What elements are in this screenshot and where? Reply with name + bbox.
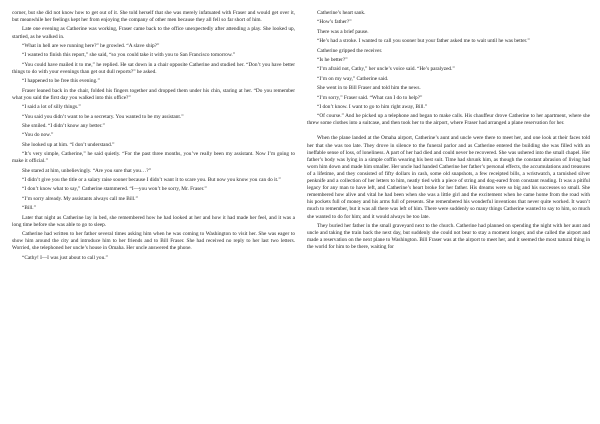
paragraph: She went in to Bill Fraser and told him the news.	[317, 85, 421, 92]
paragraph: Catherine gripped the receiver.	[317, 47, 383, 54]
paragraph: “Of course.” And he picked up a telephone and began to make calls. His chauffeur drove Catherine to her apartment, where she threw some clothes into a suitcase, and then took her to the airport, where Fraser had arranged a plane reservation for her.	[307, 113, 590, 127]
paragraph: They buried her father in the small graveyard next to the church. Catherine had planned on spending the night with her aunt and uncle and taking the train back the next day, but suddenly she could not bear to stay a moment longer, and she called the airport and made a reservation on the next plane to Washington. Bill Fraser was at the airport to meet her, and it seemed the most natural thing in the world for him to be there, waiting for	[307, 222, 590, 251]
paragraph: She smiled. “I didn’t know any better.”	[22, 122, 105, 129]
paragraph: “You could have mailed it to me,” he replied. He sat down in a chair opposite Catherine and studied her. “Don’t you have better things to do with your evenings than get out dull reports?” he asked.	[12, 61, 295, 75]
left-column	[12, 10, 295, 264]
paragraph: “I don’t know. I want to go to him right away, Bill.”	[317, 103, 428, 110]
paragraph: “You do now.”	[22, 132, 54, 139]
paragraph: Fraser leaned back in the chair, folded his fingers together and dropped them under his chin, staring at her. “Do you remember what you said the first day you walked into this office?”	[12, 87, 295, 101]
paragraph: “I happened to be free this evening.”	[22, 78, 100, 85]
paragraph: “I said a lot of silly things.”	[22, 104, 81, 111]
paragraph: “He’s had a stroke. I wanted to call you sooner but your father asked me to wait until he was better.”	[317, 38, 530, 45]
paragraph: “I’m afraid not, Cathy,” her uncle’s voice said. “He’s paralyzed.”	[317, 66, 455, 73]
paragraph: “You said you didn’t want to be a secretary. You wanted to be my assistant.”	[22, 113, 184, 120]
paragraph: Catherine had written to her father several times asking him when he was coming to Washington to visit her. She was eager to show him around the city and introduce him to her friends and to Bill Fraser. She had received no reply to her last two letters. Worried, she telephoned her uncle’s house in Omaha. Her uncle answered the phone.	[12, 230, 295, 252]
paragraph: “What in hell are we running here?” he growled. “A slave ship?”	[22, 42, 160, 49]
paragraph: “I’m sorry,” Fraser said. “What can I do to help?”	[317, 94, 423, 101]
paragraph: “Is he better?”	[317, 56, 348, 63]
paragraph: She stared at him, unbelievingly. “Are you sure that you…?”	[22, 167, 151, 174]
paragraph: corner, but she did not know how to get out of it. She told herself that she was merely infatuated with Fraser and would get over it, but meanwhile her feelings kept her from enjoying the company of other men because they all fell so far short of him.	[12, 10, 295, 24]
paragraph: “Cathy! I—I was just about to call you.”	[22, 254, 108, 261]
paragraph: “I’m sorry already. My assistants always call me Bill.”	[22, 195, 138, 202]
paragraph: “I didn’t give you the title or a salary raise sooner because I didn’t want it to scare you. But now you know you can do it.”	[22, 176, 281, 183]
paragraph: Catherine’s heart sank.	[317, 10, 366, 16]
paragraph: “I wanted to finish this report,” she said, “so you could take it with you to San Francisco tomorrow.”	[22, 52, 236, 59]
paragraph: “It’s very simple, Catherine,” he said quietly. “For the past three months, you’ve really been my assistant. Now I’m going to make it official.”	[12, 151, 295, 165]
paragraph: “I’m on my way,” Catherine said.	[317, 75, 389, 82]
paragraph: “I don’t know what to say,” Catherine stammered. “I—you won’t be sorry, Mr. Fraser.”	[22, 186, 207, 193]
right-column	[307, 10, 590, 254]
paragraph: She looked up at him. “I don’t understand.”	[22, 141, 115, 148]
paragraph: When the plane landed at the Omaha airport, Catherine’s aunt and uncle were there to meet her, and one look at their faces told her that she was too late. They drove in silence to the funeral parlor and as Catherine entered the building she was filled with an ineffable sense of loss, of loneliness. A part of her had died and could never be recovered. She was ushered into the small chapel. Her father’s body was lying in a simple coffin wearing his best suit. Time had shrunk him, as though the constant abrasion of living had worn him down and made him smaller. Her uncle had handed Catherine her father’s personal effects, the accumulations and treasures of a lifetime, and they consisted of fifty dollars in cash, some old snapshots, a few receipted bills, a wristwatch, a tarnished silver penknife and a collection of her letters to him, neatly tied with a piece of string and dog-eared from constant reading. It was a pitiful legacy for any man to have left, and Catherine’s heart broke for her father. His dreams were so big and his successes so small. She remembered how alive and vital he had been when she was a little girl and the excitement when he came home from the road with his pockets full of money and his arms full of presents. She remembered his wonderful inventions that never quite worked. It wasn’t much to remember, but it was all there was left of him. There were suddenly so many things Catherine wanted to say to him, so much she wanted to do for him; and it would always be too late.	[307, 135, 591, 220]
paragraph: Later that night as Catherine lay in bed, she remembered how he had looked at her and how it had made her feel, and it was a long time before she was able to go to sleep.	[12, 214, 295, 228]
paragraph: There was a brief pause.	[317, 28, 369, 35]
paragraph: “How’s father?”	[317, 19, 352, 26]
paragraph: Late one evening as Catherine was working, Fraser came back to the office unexpectedly after attending a play. She looked up, startled, as he walked in.	[12, 26, 295, 40]
paragraph: “Bill.”	[22, 205, 36, 212]
